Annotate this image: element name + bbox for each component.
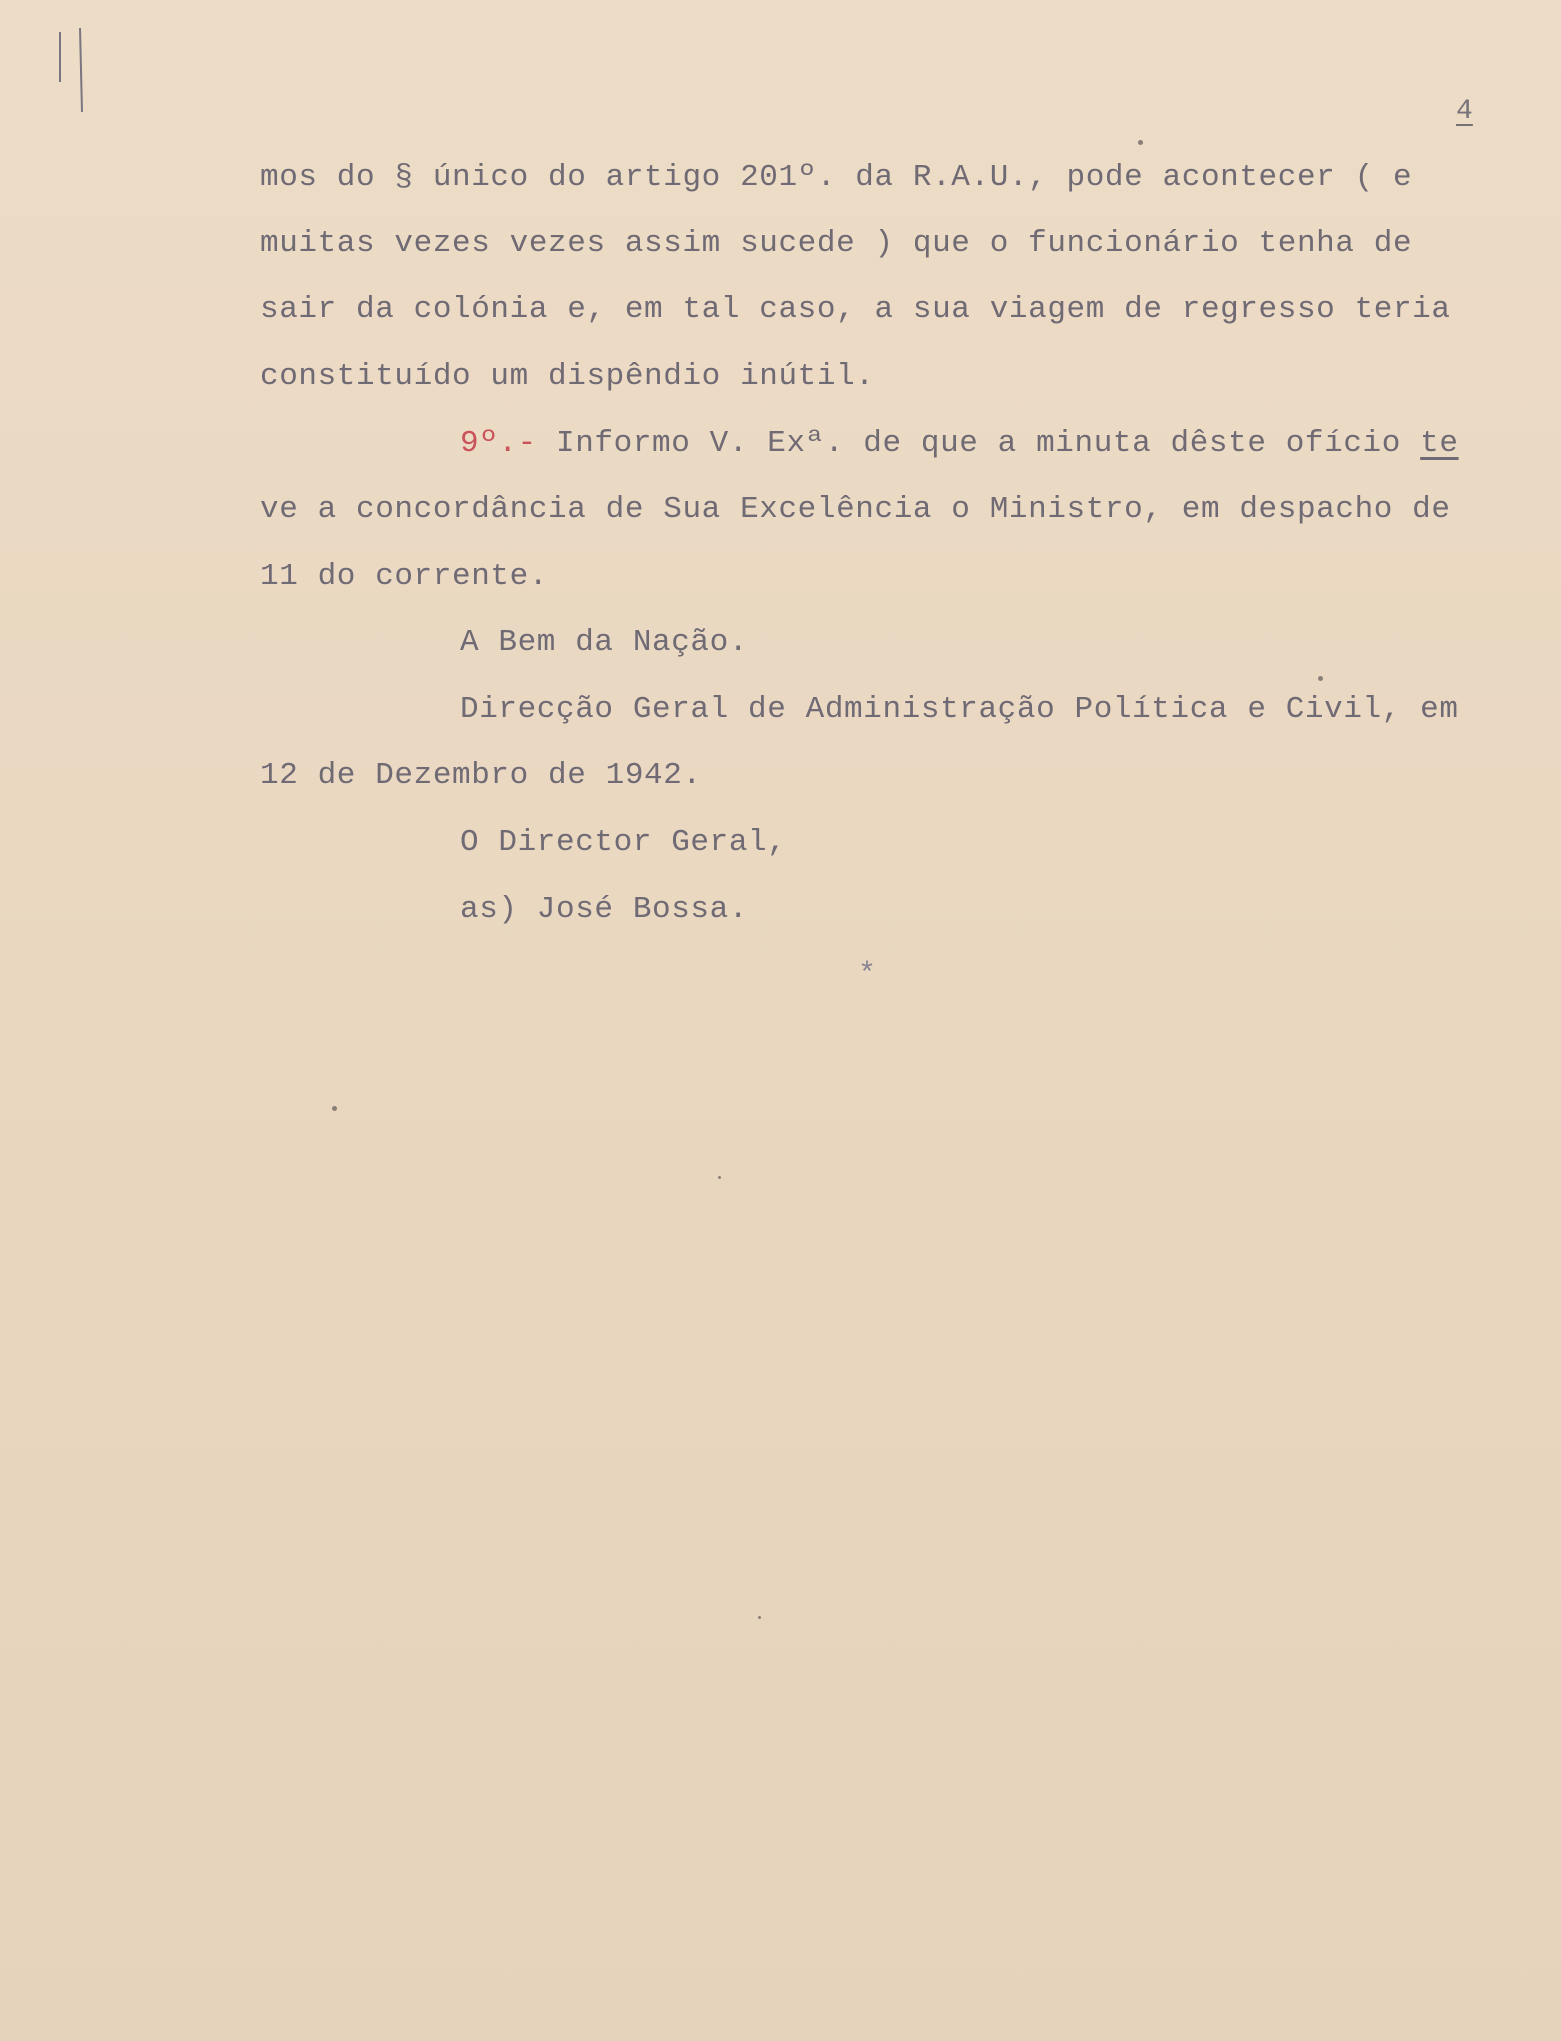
office-line-1: Direcção Geral de Administração Política e Civil, em [460, 692, 1459, 727]
signatory-title: O Director Geral, [460, 825, 787, 860]
text-line-3: sair da colónia e, em tal caso, a sua viagem de regresso teria [260, 292, 1451, 327]
text-line-4: constituído um dispêndio inútil. [260, 359, 875, 394]
binding-mark [52, 22, 92, 122]
office-line-2: 12 de Dezembro de 1942. [260, 758, 702, 793]
paper-speck [1138, 140, 1143, 145]
paper-speck [332, 1106, 337, 1111]
paragraph-number: 9º.- [460, 426, 537, 461]
paragraph-9-line-3: 11 do corrente. [260, 559, 549, 594]
paper-speck [1318, 676, 1323, 681]
paragraph-9-hyphen-part: te [1420, 426, 1459, 461]
signature: as) José Bossa. [460, 892, 749, 927]
paper-speck [758, 1616, 761, 1619]
page-number: 4 [1456, 96, 1473, 127]
text-line-2: muitas vezes vezes assim sucede ) que o funcionário tenha de [260, 226, 1413, 261]
paragraph-9-line-2: ve a concordância de Sua Excelência o Ministro, em despacho de [260, 492, 1451, 527]
end-mark: * [858, 958, 877, 992]
paper-speck [718, 1176, 721, 1179]
paragraph-9-line-1 [460, 424, 1459, 464]
salutation: A Bem da Nação. [460, 625, 749, 660]
paragraph-9-text: Informo V. Exª. de que a minuta dêste ofício [536, 426, 1421, 461]
text-line-1: mos do § único do artigo 201º. da R.A.U., pode acontecer ( e [260, 160, 1413, 195]
